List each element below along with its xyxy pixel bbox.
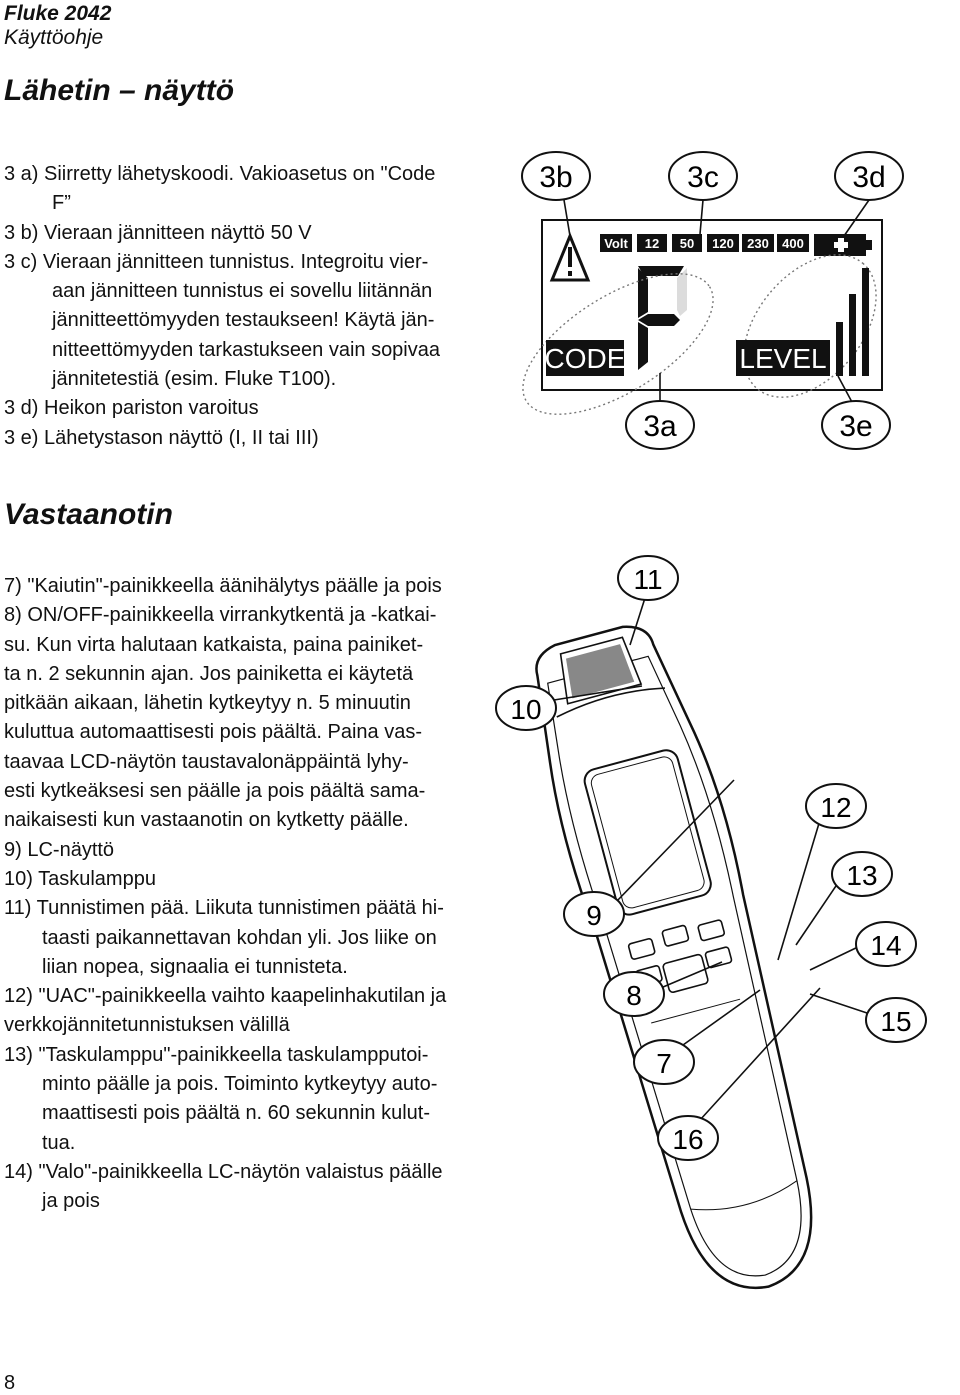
callout-13 (832, 852, 892, 896)
receiver-description (4, 572, 494, 1217)
callout-12 (806, 784, 866, 828)
item-3c-line4: nitteettömyyden tarkastukseen vain sopivaa (52, 338, 440, 361)
item-9: 9) LC-näyttö (4, 838, 115, 861)
callout-3e (822, 401, 890, 449)
section-title-transmitter-display: Lähetin – näyttö (4, 74, 235, 107)
item-8-line4: pitkään aikaan, lähetin kytkeytyy n. 5 minuutin (4, 692, 411, 715)
product-name: Fluke 2042 (4, 2, 112, 25)
item-3a-line2: F” (52, 192, 71, 215)
page-number: 8 (4, 1372, 16, 1394)
svg-text:7: 7 (656, 1048, 672, 1079)
item-8-line2: su. Kun virta halutaan katkaista, paina painiket- (4, 633, 424, 656)
callout-3a (626, 401, 694, 449)
item-14-line2: ja pois (42, 1190, 100, 1213)
svg-text:9: 9 (586, 900, 602, 931)
item-12-line1: 12) "UAC"-painikkeella vaihto kaapelinhakutilan ja (4, 985, 447, 1008)
callout-3c (669, 152, 737, 200)
callout-8 (604, 972, 664, 1016)
svg-text:12: 12 (644, 236, 660, 251)
item-11-line1: 11) Tunnistimen pää. Liikuta tunnistimen päätä hi- (4, 897, 444, 920)
item-3b: 3 b) Vieraan jännitteen näyttö 50 V (4, 221, 312, 244)
callout-10 (496, 686, 556, 730)
item-11-line3: liian nopea, signaalia ei tunnisteta. (42, 955, 348, 978)
callout-3b (522, 152, 590, 200)
item-13-line2: minto päälle ja pois. Toiminto kytkeytyy auto- (42, 1073, 438, 1096)
manual-subtitle: Käyttöohje (4, 26, 104, 49)
battery-icon (814, 234, 872, 256)
item-13-line3: maattisesti pois päältä n. 60 sekunnin kulut- (42, 1102, 430, 1125)
callout-15 (866, 998, 926, 1042)
callout-11 (618, 556, 678, 600)
callout-16 (658, 1116, 718, 1160)
svg-text:3a: 3a (643, 410, 677, 443)
item-3e: 3 e) Lähetystason näyttö (I, II tai III) (4, 426, 319, 449)
svg-text:3d: 3d (852, 161, 886, 194)
svg-text:16: 16 (672, 1124, 704, 1155)
item-10: 10) Taskulamppu (4, 867, 156, 890)
svg-text:3e: 3e (839, 410, 873, 443)
svg-text:14: 14 (870, 930, 902, 961)
item-8-line1: 8) ON/OFF-painikkeella virrankytkentä ja -katkai- (4, 604, 437, 627)
receiver-diagram (490, 550, 930, 1350)
lcd-diagram (520, 148, 920, 458)
level-label (736, 340, 830, 376)
item-3c-line2: aan jännitteen tunnistus ei sovellu liitännän (52, 280, 433, 303)
item-3c-line5: jännitetestiä (esim. Fluke T100). (52, 368, 337, 391)
code-label (545, 340, 626, 376)
svg-text:10: 10 (510, 694, 542, 725)
item-8-line5: kuluttua automaattisesti pois päältä. Paina vas- (4, 721, 423, 744)
svg-text:8: 8 (626, 980, 642, 1011)
svg-text:50: 50 (679, 236, 695, 251)
svg-text:LEVEL: LEVEL (739, 343, 827, 374)
svg-text:CODE: CODE (544, 343, 626, 374)
svg-text:Volt: Volt (604, 236, 628, 251)
svg-text:120: 120 (712, 236, 734, 251)
svg-text:11: 11 (633, 564, 663, 595)
item-8-line7: esti kytkeäksesi sen päälle ja pois päältä sama- (4, 780, 426, 803)
svg-text:13: 13 (846, 860, 878, 891)
item-14-line1: 14) "Valo"-painikkeella LC-näytön valaistus päälle (4, 1160, 443, 1183)
svg-text:15: 15 (880, 1006, 912, 1037)
svg-text:400: 400 (782, 236, 804, 251)
item-11-line2: taasti paikannettavan kohdan yli. Jos liike on (42, 926, 437, 949)
item-12-line2: verkkojännitetunnistuksen välillä (4, 1014, 290, 1037)
svg-text:3c: 3c (687, 161, 719, 194)
callout-9 (564, 892, 624, 936)
section-title-receiver: Vastaanotin (4, 498, 173, 531)
item-13-line4: tua. (42, 1131, 76, 1154)
running-header (4, 2, 111, 50)
item-13-line1: 13) "Taskulamppu"-painikkeella taskulampputoi- (4, 1043, 429, 1066)
transmitter-description (4, 160, 504, 453)
svg-text:12: 12 (820, 792, 852, 823)
callout-7 (634, 1040, 694, 1084)
item-8-line3: ta n. 2 sekunnin ajan. Jos painiketta ei käytetä (4, 662, 414, 685)
item-8-line8: naikaisesti kun vastaanotin on kytketty päälle. (4, 809, 409, 832)
item-3c-line3: jännitteettömyyden testaukseen! Käytä jän- (52, 309, 435, 332)
item-8-line6: taavaa LCD-näytön taustavalonäppäintä lyhy- (4, 750, 409, 773)
callout-3d (835, 152, 903, 200)
svg-text:230: 230 (747, 236, 769, 251)
item-3a-line1: 3 a) Siirretty lähetyskoodi. Vakioasetus on "Code (4, 163, 436, 185)
svg-text:3b: 3b (539, 161, 573, 194)
item-7: 7) "Kaiutin"-painikkeella äänihälytys päälle ja pois (4, 575, 442, 597)
item-3c-line1: 3 c) Vieraan jännitteen tunnistus. Integroitu vier- (4, 250, 429, 273)
item-3d: 3 d) Heikon pariston varoitus (4, 397, 259, 420)
callout-14 (856, 922, 916, 966)
